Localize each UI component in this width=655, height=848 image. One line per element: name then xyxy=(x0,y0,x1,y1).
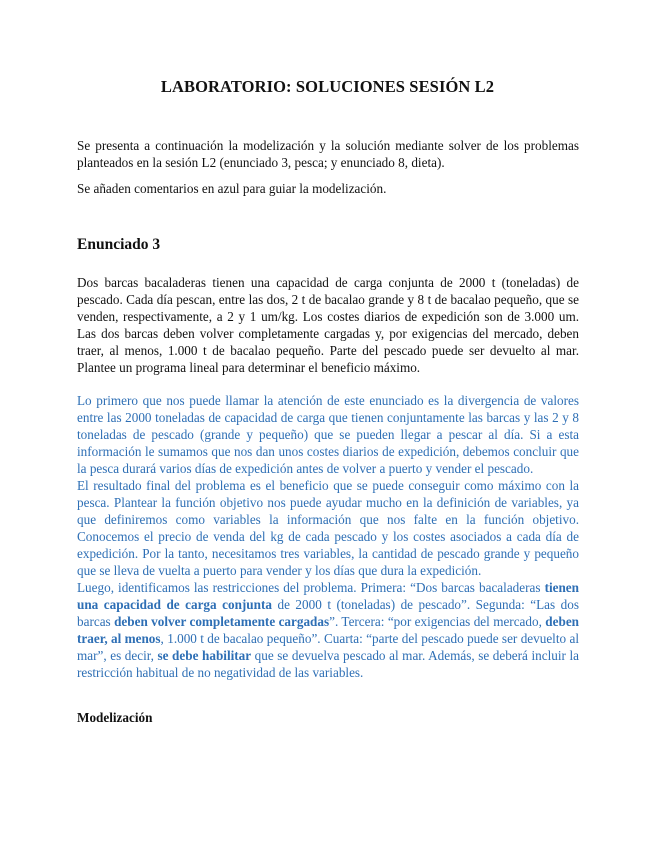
comment-bold: deben traer, al menos xyxy=(77,614,580,646)
comment-bold: deben volver completamente cargadas xyxy=(114,614,330,629)
section-heading: Enunciado 3 xyxy=(77,236,161,253)
comment-paragraph-2: El resultado final del problema es el beneficio que se puede conseguir como máximo con la pesca. Plantear la función objetivo nos puede ayudar mucho en la definición de variables, ya que definiremos como variables la información que nos falte en la función objetivo. Conocemos el precio de venda del kg de cada pescado y los costes asociados a cada día de expedición. Por la tanto, necesitamos tres variables, la cantidad de pescado grande y pequeño que se lleva de vuelta a puerto para vender y los días que dura la expedición. xyxy=(77,478,579,578)
comment-bold: tienen una capacidad de carga conjunta xyxy=(77,580,579,612)
intro-note: Se añaden comentarios en azul para guiar la modelización. xyxy=(77,181,387,196)
comment-bold: se debe habilitar xyxy=(157,648,252,663)
subsection-heading: Modelización xyxy=(77,710,153,725)
page-title: LABORATORIO: SOLUCIONES SESIÓN L2 xyxy=(160,77,495,96)
comment-text: de 2000 t (toneladas) de pescado”. Segunda: “Las dos barcas xyxy=(77,597,579,629)
problem-statement: Dos barcas bacaladeras tienen una capacidad de carga conjunta de 2000 t (toneladas) de pescado. Cada día pescan, entre las dos, 2 t de bacalao grande y 8 t de bacalao pequeño, que se venden, respectivamente, a 2 y 1 um/kg. Los costes diarios de expedición son de 3.000 um. Las dos barcas deben volver completamente cargadas y, por exigencias del mercado, deben traer, al menos, 1.000 t de bacalao pequeño. Parte del pescado puede ser devuelto al mar. Plantee un programa lineal para determinar el beneficio máximo. xyxy=(77,275,579,375)
comment-text: , 1.000 t de bacalao pequeño”. Cuarta: “parte del pescado puede ser devuelto al mar”, es decir, xyxy=(77,631,579,663)
comment-paragraph-1: Lo primero que nos puede llamar la atención de este enunciado es la divergencia de valores entre las 2000 toneladas de capacidad de carga que tienen conjuntamente las barcas y las 2 y 8 toneladas de pescado (grande y pequeño) que se pueden llegar a pescar al día. Si a esta información le sumamos que nos dan unos costes diarios de expedición, debemos concluir que la pesca durará varios días de expedición antes de volver a puerto y vender el pescado. xyxy=(77,393,579,476)
comment-text: Luego, identificamos las restricciones del problema. Primera: “Dos barcas bacaladeras xyxy=(77,580,545,595)
comment-text: ”. Tercera: “por exigencias del mercado, xyxy=(329,614,546,629)
comment-text: que se devuelva pescado al mar. Además, se deberá incluir la restricción habitual de no negatividad de las variables. xyxy=(77,648,579,680)
intro-paragraph: Se presenta a continuación la modelización y la solución mediante solver de los problemas planteados en la sesión L2 (enunciado 3, pesca; y enunciado 8, dieta). xyxy=(77,138,579,170)
comment-paragraph-3 xyxy=(77,579,579,681)
